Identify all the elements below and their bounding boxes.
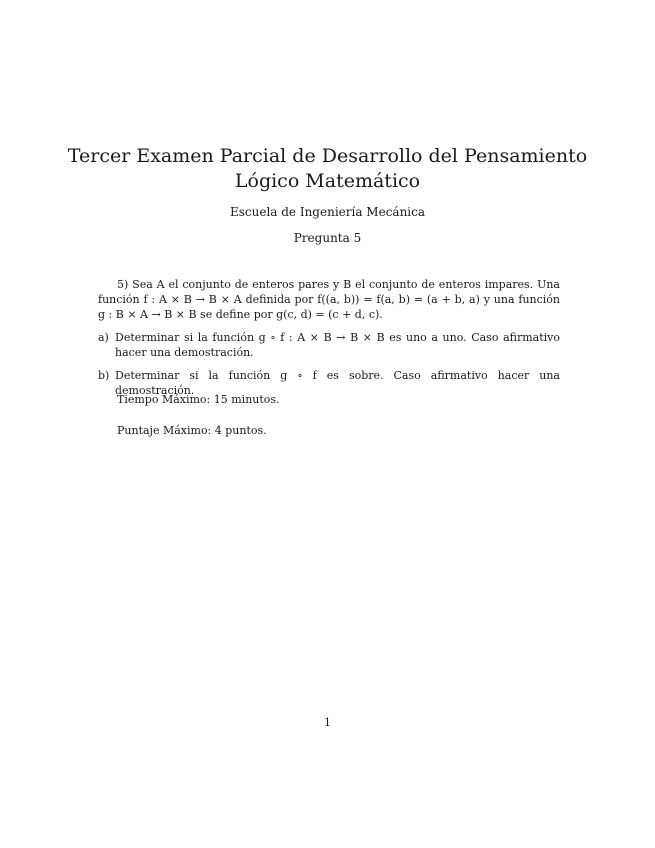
max-score: Puntaje Máximo: 4 puntos. xyxy=(117,424,267,437)
problem-statement-text: 5) Sea A el conjunto de enteros pares y B el conjunto de enteros impares. Una función f : A × B → B × A definida por f((a, b)) = f(a, b) = (a + b, a) y una función g : B × A → B × B se define por g(c, d) = (c + d, c). xyxy=(98,278,560,321)
item-label: a) xyxy=(98,331,109,344)
item-text: Determinar si la función g ∘ f es sobre. Caso afirmativo hacer una demostración. xyxy=(115,369,560,397)
item-text: Determinar si la función g ∘ f : A × B → B × B es uno a uno. Caso afirmativo hacer una demostración. xyxy=(115,331,560,359)
problem-statement xyxy=(98,277,560,322)
page-number: 1 xyxy=(324,716,331,729)
exam-title: Tercer Examen Parcial de Desarrollo del Pensamiento Lógico Matemático xyxy=(67,145,588,192)
school-name: Escuela de Ingeniería Mecánica xyxy=(229,205,426,219)
question-item-a xyxy=(98,330,560,360)
question-label: Pregunta 5 xyxy=(293,231,362,245)
max-time: Tiempo Máximo: 15 minutos. xyxy=(117,393,280,406)
item-label: b) xyxy=(98,369,110,382)
